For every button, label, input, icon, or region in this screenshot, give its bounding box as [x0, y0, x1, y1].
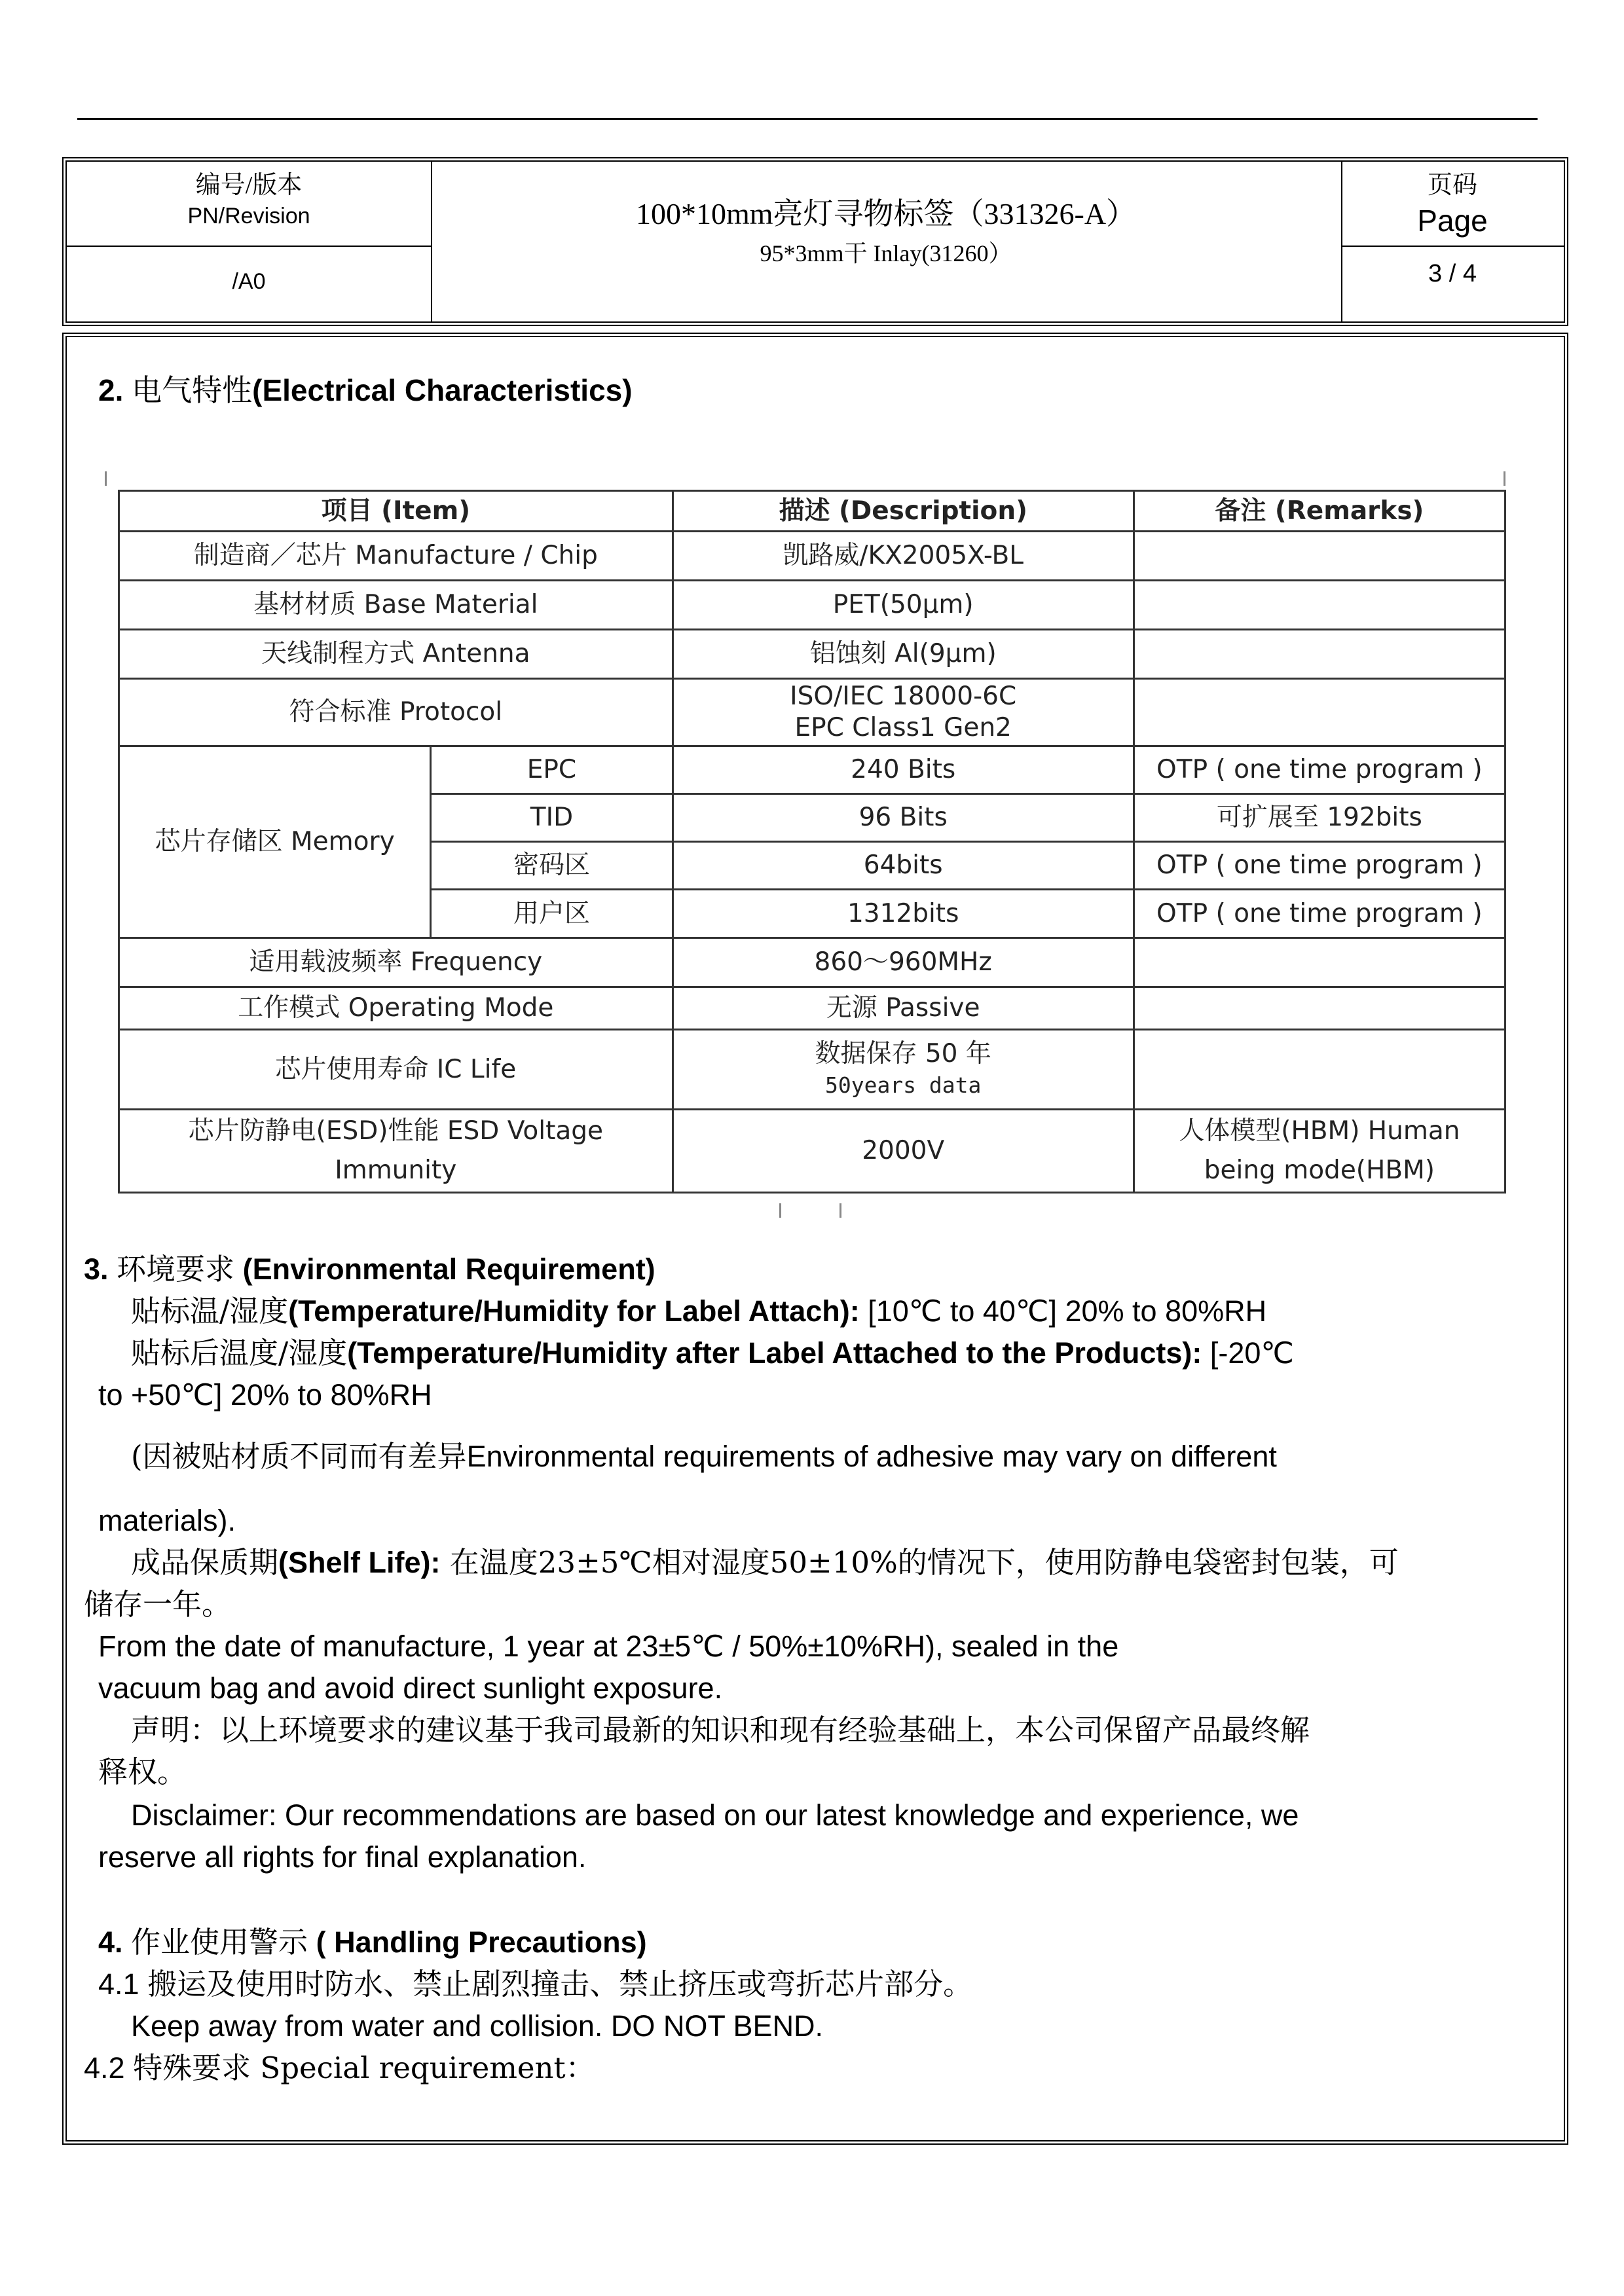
table-row: 密码区 64bits OTP ( one time program ): [119, 842, 1505, 890]
page-label: [1341, 170, 1564, 240]
table-header-row: [119, 491, 1505, 532]
pn-label-cn: 编号/版本: [195, 172, 303, 199]
pn-value: /A0: [232, 269, 266, 294]
disclaimer-cn: 声明：以上环境要求的建议基于我司最新的知识和现有经验基础上，本公司保留产品最终解: [131, 1713, 1310, 1747]
table-row: 适用载波频率 Frequency 860～960MHz: [119, 938, 1505, 987]
table-row: 基材材质 Base Material PET(50μm): [119, 581, 1505, 630]
scan-mark: [840, 1203, 841, 1218]
table-row: TID 96 Bits 可扩展至 192bits: [119, 794, 1505, 842]
table-row: 芯片防静电(ESD)性能 ESD Voltage Immunity 2000V 人体模型(HBM) Human being mode(HBM): [119, 1110, 1505, 1193]
disclaimer-en-cont: reserve all rights for final explanation.: [98, 1840, 587, 1874]
adhesive-note: (因被贴材质不同而有差异Environmental requirements of adhesive may vary on different: [131, 1439, 1277, 1474]
table-row: 芯片存储区 Memory EPC 240 Bits OTP ( one time program ): [119, 746, 1505, 794]
table-row: 制造商／芯片 Manufacture / Chip 凯路威/KX2005X-BL: [119, 532, 1505, 581]
attach-conditions: 贴标温/湿度(Temperature/Humidity for Label Attach): [10℃ to 40℃] 20% to 80%RH: [131, 1294, 1267, 1328]
document-header: [62, 157, 1568, 326]
table-row: 天线制程方式 Antenna 铝蚀刻 Al(9μm): [119, 630, 1505, 679]
electrical-spec-table: [118, 490, 1506, 1194]
shelf-life: 成品保质期(Shelf Life): 在温度23±5℃相对湿度50±10%的情况下，使用防静电袋密封包装，可: [131, 1545, 1399, 1580]
scan-mark: [1504, 471, 1505, 486]
section-2-title-cn: 电气特性: [132, 373, 253, 408]
table-row: 用户区 1312bits OTP ( one time program ): [119, 890, 1505, 938]
column-header-remarks: 备注 (Remarks): [1134, 491, 1505, 532]
pn-label: [67, 170, 431, 231]
section-3-heading: 3. 环境要求 (Environmental Requirement): [84, 1252, 655, 1286]
scan-mark: [105, 471, 107, 486]
disclaimer-en: Disclaimer: Our recommendations are based on our latest knowledge and experience, we: [131, 1798, 1299, 1832]
table-row: 芯片使用寿命 IC Life 数据保存 50 年 50years data: [119, 1030, 1505, 1110]
page-label-cn: 页码: [1427, 172, 1477, 199]
top-rule: [77, 118, 1538, 120]
table-row: 工作模式 Operating Mode 无源 Passive: [119, 987, 1505, 1030]
page-label-en: Page: [1417, 204, 1488, 238]
header-divider: [67, 246, 431, 247]
header-divider: [1341, 246, 1564, 247]
shelf-life-en: From the date of manufacture, 1 year at 23±5℃ / 50%±10%RH), sealed in the: [98, 1630, 1119, 1663]
pn-label-en: PN/Revision: [187, 204, 310, 228]
column-header-description: 描述 (Description): [673, 491, 1134, 532]
after-attach-conditions: 贴标后温度/湿度(Temperature/Humidity after Label Attached to the Products): [-20℃: [131, 1336, 1294, 1370]
adhesive-note-cont: materials).: [98, 1504, 236, 1537]
shelf-life-cont: 储存一年。: [84, 1587, 232, 1622]
table-row: 符合标准 Protocol ISO/IEC 18000-6C EPC Class1 Gen2: [119, 679, 1505, 746]
page-number: 3 / 4: [1428, 260, 1477, 287]
section-2-title-en: (Electrical Characteristics): [252, 373, 633, 407]
document-subtitle: 95*3mm干 Inlay(31260）: [760, 240, 1012, 266]
section-4-heading: 4. 作业使用警示 ( Handling Precautions): [98, 1925, 647, 1959]
after-attach-range: to +50℃] 20% to 80%RH: [98, 1378, 432, 1412]
precaution-4-2: 4.2 特殊要求 Special requirement：: [84, 2050, 595, 2085]
column-header-item: 项目 (Item): [119, 491, 673, 532]
memory-label: 芯片存储区 Memory: [119, 746, 431, 938]
shelf-life-en-cont: vacuum bag and avoid direct sunlight exposure.: [98, 1671, 723, 1705]
disclaimer-cn-cont: 释权。: [98, 1755, 187, 1789]
section-2-heading: 2. 电气特性(Electrical Characteristics): [98, 373, 633, 408]
document-title: 100*10mm亮灯寻物标签（331326-A） 95*3mm干 Inlay(31260）: [431, 194, 1341, 269]
precaution-4-1: 4.1 搬运及使用时防水、禁止剧烈撞击、禁止挤压或弯折芯片部分。: [98, 1967, 973, 2001]
scan-mark: [779, 1203, 781, 1218]
precaution-4-1-en: Keep away from water and collision. DO NOT BEND.: [131, 2009, 824, 2043]
